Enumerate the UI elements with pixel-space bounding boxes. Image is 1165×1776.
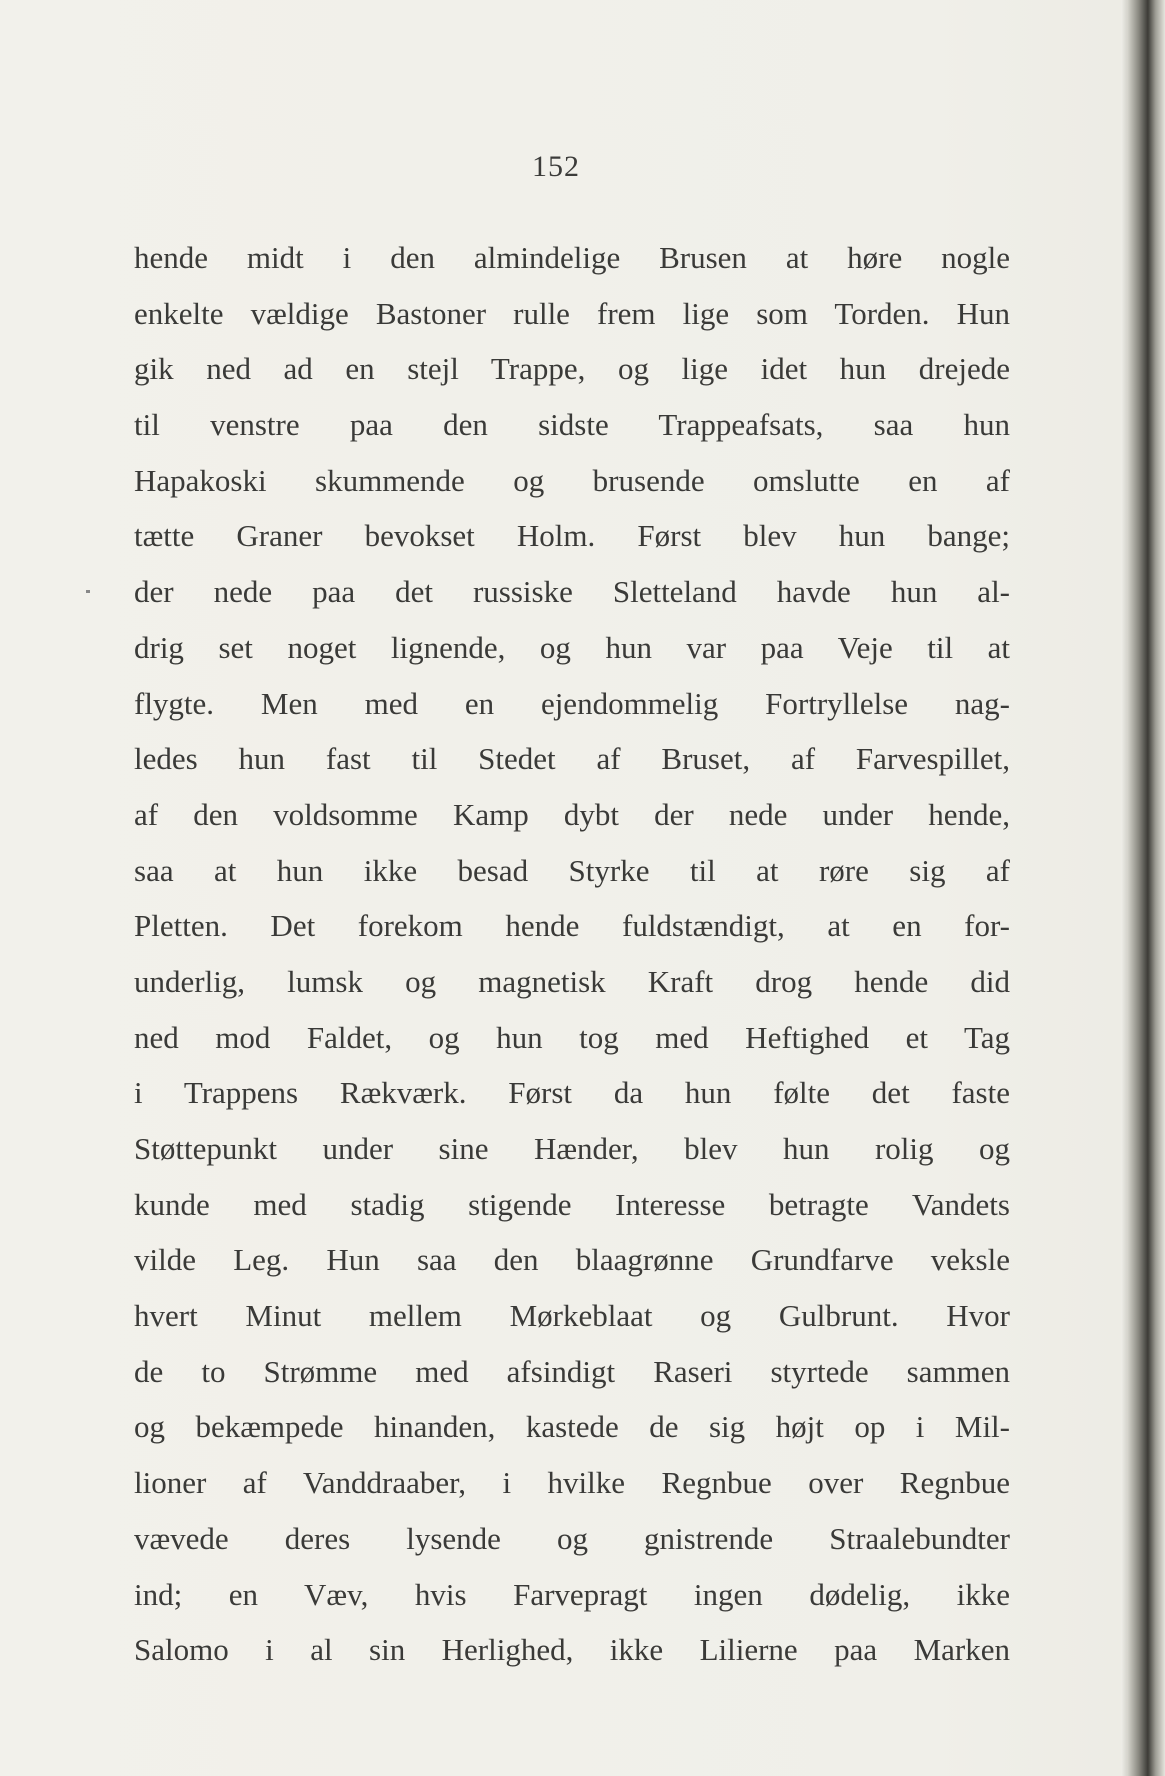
text-line: ledes hun fast til Stedet af Bruset, af Farvespillet, [134, 741, 1010, 777]
text-line: vilde Leg. Hun saa den blaagrønne Grundfarve veksle [134, 1242, 1010, 1278]
text-line: der nede paa det russiske Sletteland havde hun al- [134, 574, 1010, 610]
body-text [134, 230, 1010, 1678]
text-line: af den voldsomme Kamp dybt der nede under hende, [134, 796, 1010, 832]
text-line: Hapakoski skummende og brusende omslutte en af [134, 462, 1010, 498]
text-line: og bekæmpede hinanden, kastede de sig højt op i Mil- [134, 1409, 1010, 1445]
text-line: i Trappens Rækværk. Først da hun følte det faste [134, 1075, 1010, 1111]
text-line: tætte Graner bevokset Holm. Først blev hun bange; [134, 518, 1010, 554]
text-line: lioner af Vanddraaber, i hvilke Regnbue over Regnbue [134, 1465, 1010, 1501]
text-line: Pletten. Det forekom hende fuldstændigt, at en for- [134, 908, 1010, 944]
text-line: ned mod Faldet, og hun tog med Heftighed et Tag [134, 1019, 1010, 1055]
text-line: flygte. Men med en ejendommelig Fortryllelse nag- [134, 685, 1010, 721]
text-line: kunde med stadig stigende Interesse betragte Vandets [134, 1186, 1010, 1222]
text-line: vævede deres lysende og gnistrende Straalebundter [134, 1520, 1010, 1556]
text-line: til venstre paa den sidste Trappeafsats, saa hun [134, 407, 1010, 443]
text-line: enkelte vældige Bastoner rulle frem lige som Torden. Hun [134, 295, 1010, 331]
text-line: Støttepunkt under sine Hænder, blev hun rolig og [134, 1131, 1010, 1166]
book-spine-shadow [1127, 0, 1165, 1776]
margin-speck [86, 590, 90, 593]
text-line: gik ned ad en stejl Trappe, og lige idet hun drejede [134, 351, 1010, 387]
text-line: saa at hun ikke besad Styrke til at røre sig af [134, 852, 1010, 888]
text-line: underlig, lumsk og magnetisk Kraft drog hende did [134, 963, 1010, 999]
text-line: hvert Minut mellem Mørkeblaat og Gulbrunt. Hvor [134, 1298, 1010, 1334]
text-line: Salomo i al sin Herlighed, ikke Lilierne paa Marken [134, 1632, 1010, 1668]
text-line: hende midt i den almindelige Brusen at høre nogle [134, 240, 1010, 275]
text-line: ind; en Væv, hvis Farvepragt ingen dødelig, ikke [134, 1576, 1010, 1612]
text-line: de to Strømme med afsindigt Raseri styrtede sammen [134, 1353, 1010, 1389]
page-number: 152 [532, 150, 580, 183]
text-line: drig set noget lignende, og hun var paa Veje til at [134, 629, 1010, 665]
